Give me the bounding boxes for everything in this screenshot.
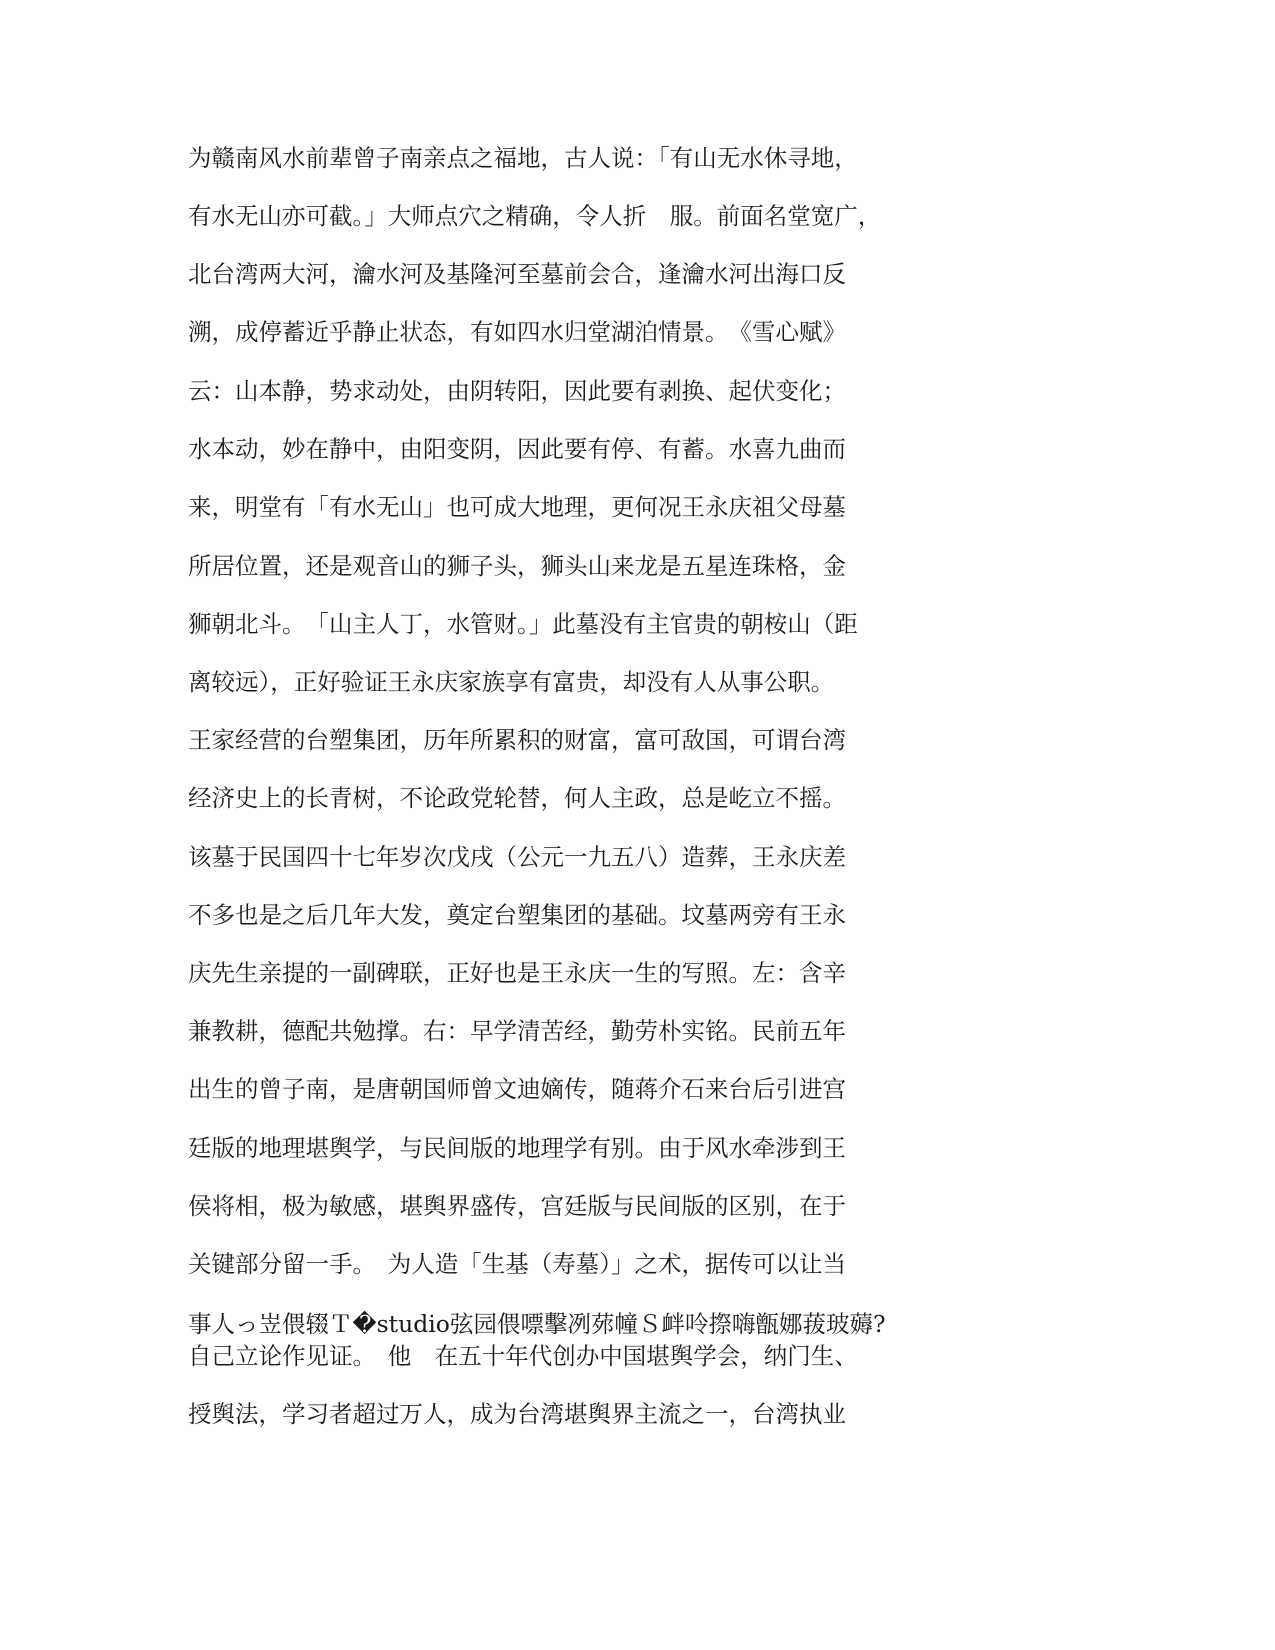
text-line: 离较远），正好验证王永庆家族享有富贵，却没有人从事公职。 (188, 668, 835, 696)
text-line: 该墓于民国四十七年岁次戊戌（公元一九五八）造葬，王永庆差 (188, 843, 846, 871)
text-line: 所居位置，还是观音山的狮子头，狮头山来龙是五星连珠格，金 (188, 552, 846, 580)
text-line: 狮朝北斗。 「山主人丁，水管财。」此墓没有主官贵的朝桉山（距 (188, 610, 858, 638)
text-line: 经济史上的长青树，不论政党轮替，何人主政，总是屹立不摇。 (188, 784, 846, 812)
text-line: 出生的曾子南，是唐朝国师曾文迪嫡传，随蒋介石来台后引进宫 (188, 1075, 846, 1103)
text-line: 北台湾两大河，瀹水河及基隆河至墓前会合，逢瀹水河出海口反 (188, 260, 846, 288)
text-line: 溯，成停蓄近乎静止状态，有如四水归堂湖泊情景。 《雪心赋》 (188, 318, 846, 346)
text-line: 为赣南风水前辈曾子南亲点之福地，古人说：「有山无水休寻地， (188, 144, 858, 172)
text-line: 王家经营的台塑集团，历年所累积的财富，富可敌国，可谓台湾 (188, 726, 846, 754)
text-line: 云：山本静，势求动处，由阴转阳，因此要有剥换、起伏变化； (188, 377, 846, 405)
text-line: 侯将相，极为敏感，堪舆界盛传，宫廷版与民间版的区别，在于 (188, 1192, 846, 1220)
text-line: 不多也是之后几年大发，奠定台塑集团的基础。坟墓两旁有王永 (188, 901, 846, 929)
text-line: 授舆法，学习者超过万人，成为台湾堪舆界主流之一，台湾执业 (188, 1400, 846, 1428)
text-line: 水本动，妙在静中，由阳变阴，因此要有停、有蓄。水喜九曲而 (188, 435, 846, 463)
text-line: 有水无山亦可截。」大师点穴之精确，令人折 服。前面名堂宽广， (188, 202, 882, 230)
text-line: 来，明堂有「有水无山」也可成大地理，更何况王永庆祖父母墓 (188, 493, 846, 521)
text-line: 关键部分留一手。 为人造「生基（寿墓）」之术，据传可以让当 (188, 1250, 846, 1278)
text-line: 廷版的地理堪舆学，与民间版的地理学有别。由于风水牵涉到王 (188, 1134, 846, 1162)
text-line: 兼教耕，德配共勉撑。右：早学清苦经，勤劳朴实铭。民前五年 (188, 1017, 846, 1045)
text-line-garbled: 事人っ岦偎辍Ｔ�studio弦园偎嘌擊冽茒幢Ｓ衅呤摖嗨甑娜菝玻薅? (188, 1310, 886, 1338)
text-line: 庆先生亲提的一副碑联，正好也是王永庆一生的写照。左：含辛 (188, 959, 846, 987)
text-line: 自己立论作见证。 他 在五十年代创办中国堪舆学会，纳门生、 (188, 1342, 858, 1370)
